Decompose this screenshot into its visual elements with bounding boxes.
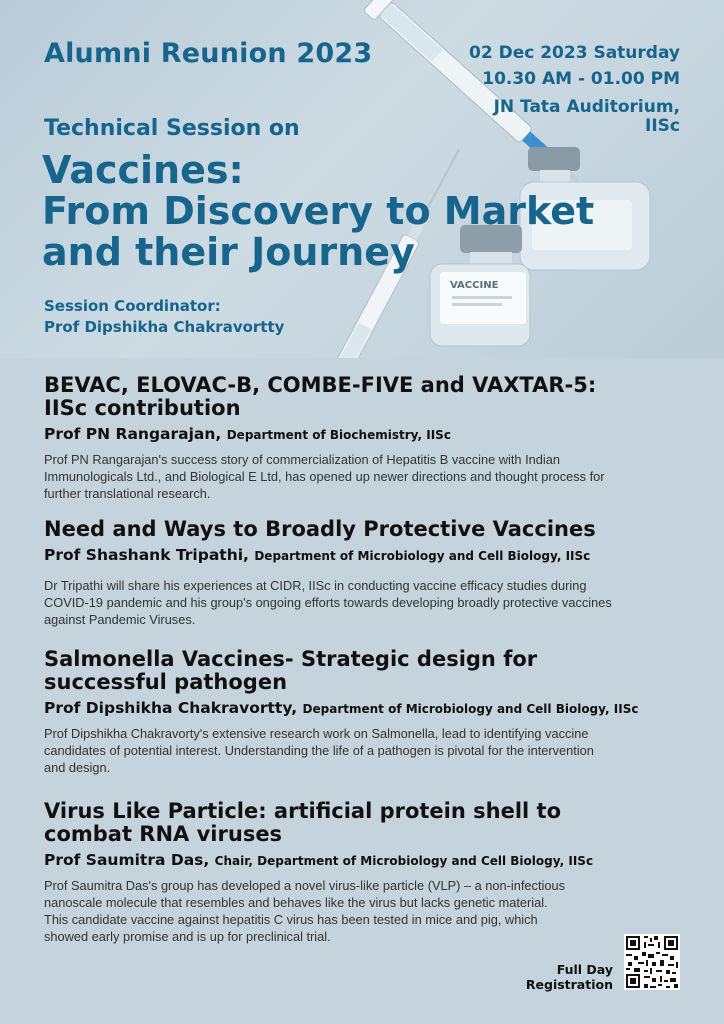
svg-text:VACCINE: VACCINE (450, 280, 499, 291)
speaker-name: Prof Shashank Tripathi, (44, 546, 249, 564)
talk-description (44, 577, 674, 628)
event-time: 10.30 AM - 01.00 PM (482, 69, 680, 89)
registration-line-2: Registration (525, 977, 613, 992)
hero-banner (0, 0, 724, 358)
event-title: Alumni Reunion 2023 (44, 38, 373, 69)
coordinator-name: Prof Dipshikha Chakravortty (44, 318, 285, 336)
desc-line: Dr Tripathi will share his experiences at CIDR, IISc in conducting vaccine efficacy studies during (44, 578, 587, 593)
desc-line: nanoscale molecule that resembles and behaves like the virus but lacks genetic material. (44, 895, 548, 910)
desc-line: Prof Saumitra Das's group has developed a novel virus-like particle (VLP) – a non-infectious (44, 878, 565, 893)
talk-3 (44, 648, 694, 776)
venue-line-2: IISc (645, 116, 680, 136)
talk-title-line-1: BEVAC, ELOVAC-B, COMBE-FIVE and VAXTAR-5: (44, 373, 597, 397)
talk-title-line-1: Salmonella Vaccines- Strategic design for (44, 647, 538, 671)
talk-2 (44, 518, 694, 628)
talk-description (44, 451, 674, 502)
desc-line: COVID-19 pandemic and his group's ongoing efforts towards developing broadly protective vaccines (44, 595, 612, 610)
talk-1 (44, 374, 694, 502)
event-date: 02 Dec 2023 Saturday (469, 43, 680, 63)
desc-line: candidates of potential interest. Understanding the life of a pathogen is pivotal for the intervention (44, 743, 594, 758)
desc-line: Immunologicals Ltd., and Biological E Ltd, has opened up newer directions and thought process for (44, 469, 605, 484)
desc-line: Prof PN Rangarajan's success story of commercialization of Hepatitis B vaccine with Indian (44, 452, 560, 467)
talk-4 (44, 800, 694, 945)
talk-speaker (44, 425, 694, 443)
desc-line: further translational research. (44, 486, 211, 501)
talk-title (44, 518, 694, 541)
talk-title-line-1: Virus Like Particle: artificial protein shell to (44, 799, 562, 823)
talk-description (44, 725, 674, 776)
session-title-line-2: From Discovery to Market (42, 189, 595, 233)
talk-title (44, 374, 694, 420)
event-info (469, 40, 680, 136)
desc-line: and design. (44, 760, 111, 775)
talk-title-line-2: combat RNA viruses (44, 822, 283, 846)
session-label: Technical Session on (44, 116, 300, 141)
talk-title-line-2: successful pathogen (44, 670, 288, 694)
talk-title (44, 648, 694, 694)
registration-line-1: Full Day (556, 962, 613, 977)
talk-title (44, 800, 694, 846)
speaker-name: Prof PN Rangarajan, (44, 425, 222, 443)
desc-line: showed early promise and is up for preclinical trial. (44, 929, 331, 944)
talk-speaker (44, 546, 694, 564)
registration-label (500, 962, 613, 992)
session-coordinator (44, 296, 284, 338)
session-title-line-1: Vaccines: (42, 148, 244, 192)
desc-line: against Pandemic Viruses. (44, 612, 196, 627)
session-title (42, 150, 682, 273)
session-title-line-3: and their Journey (42, 230, 415, 274)
talk-title-line-2: IISc contribution (44, 396, 241, 420)
event-venue (469, 98, 680, 136)
speaker-dept: Department of Microbiology and Cell Biology, IISc (254, 549, 591, 563)
desc-line: Prof Dipshikha Chakravorty's extensive research work on Salmonella, lead to identifying vaccine (44, 726, 589, 741)
venue-line-1: JN Tata Auditorium, (493, 97, 680, 117)
talk-description (44, 877, 624, 945)
speaker-dept: Department of Microbiology and Cell Biology, IISc (302, 702, 639, 716)
registration-qr-code[interactable] (624, 934, 680, 990)
talk-speaker (44, 699, 694, 717)
speaker-name: Prof Saumitra Das, (44, 851, 210, 869)
speaker-dept: Chair, Department of Microbiology and Cell Biology, IISc (214, 854, 594, 868)
speaker-dept: Department of Biochemistry, IISc (226, 428, 451, 442)
talk-title-line-1: Need and Ways to Broadly Protective Vaccines (44, 517, 596, 541)
speaker-name: Prof Dipshikha Chakravortty, (44, 699, 298, 717)
talk-speaker (44, 851, 694, 869)
coordinator-label: Session Coordinator: (44, 297, 221, 315)
desc-line: This candidate vaccine against hepatitis C virus has been tested in mice and pig, which (44, 912, 538, 927)
